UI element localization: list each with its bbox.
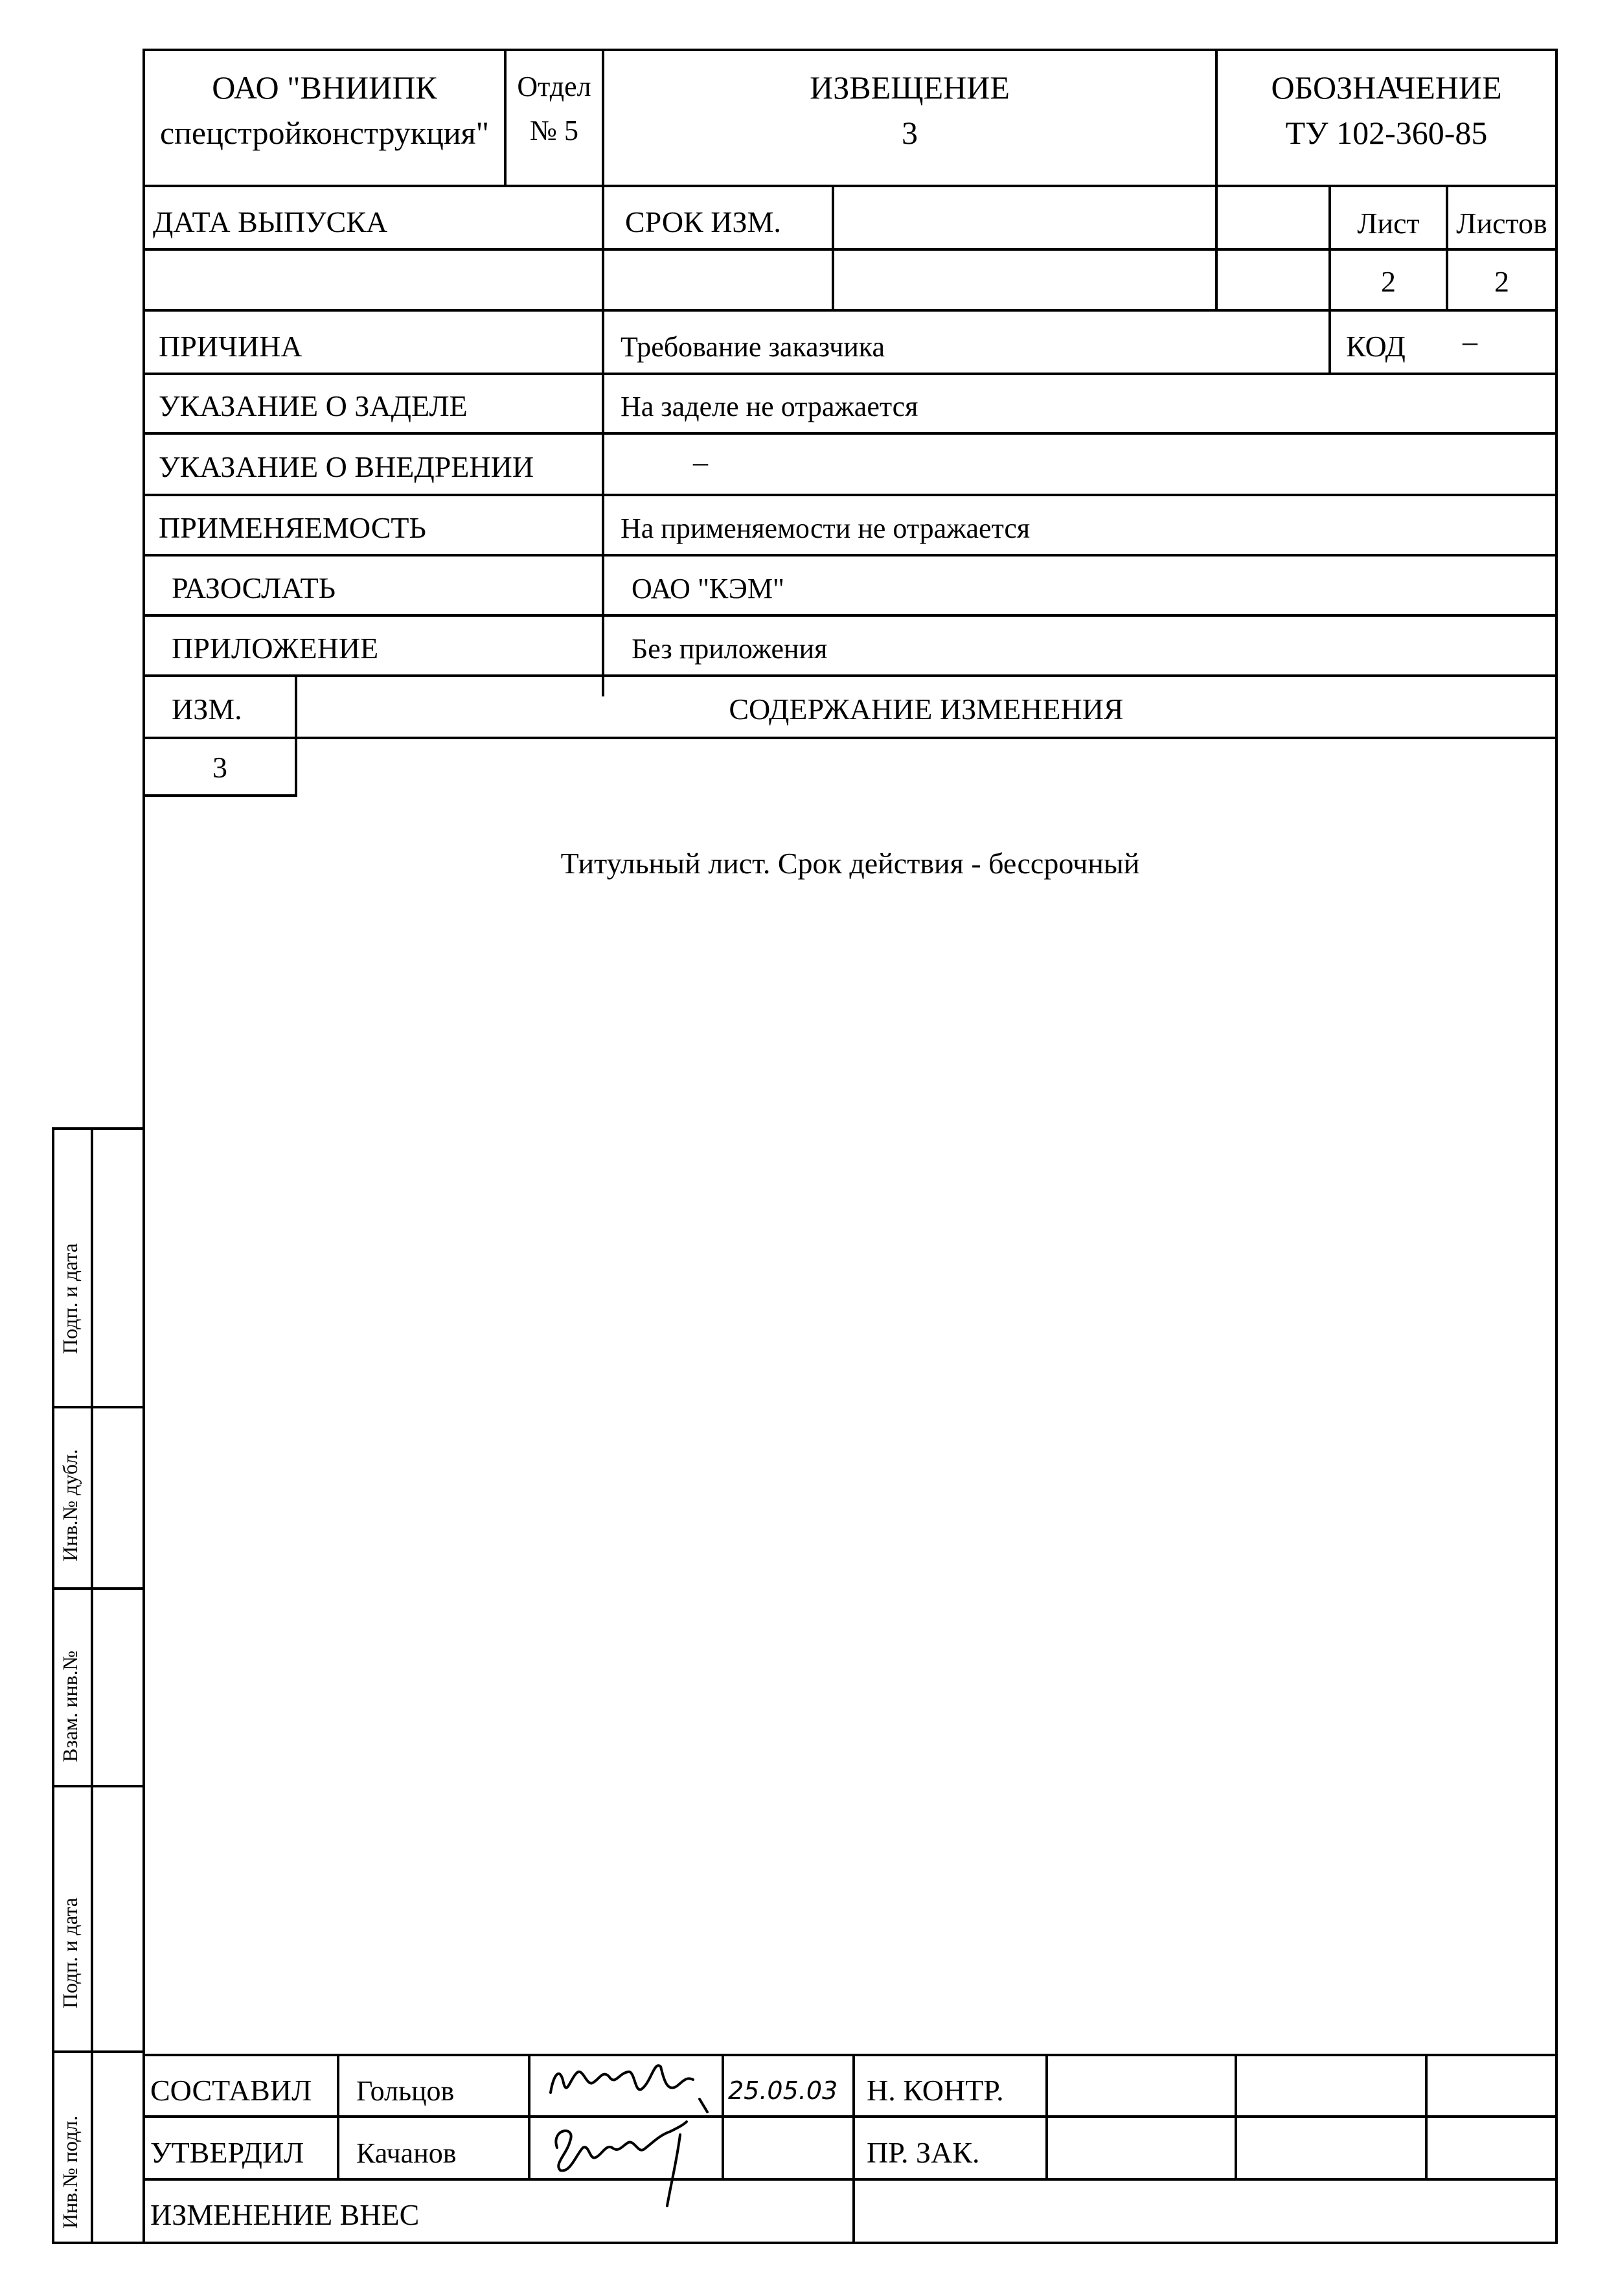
col-line [337, 2054, 339, 2181]
field-label-backlog: УКАЗАНИЕ О ЗАДЕЛЕ [159, 389, 468, 422]
row-line [142, 674, 1558, 677]
row-line [142, 185, 1558, 187]
change-number-value: 3 [212, 751, 227, 784]
field-value-reason: Требование заказчика [621, 331, 885, 363]
frame-left-border [142, 49, 145, 2244]
notice-title: ИЗВЕЩЕНИЕ [810, 69, 1010, 106]
col-line [528, 2054, 530, 2181]
change-made-label: ИЗМЕНЕНИЕ ВНЕС [150, 2198, 420, 2231]
change-deadline-label: СРОК ИЗМ. [625, 205, 781, 238]
side-strip-line [52, 1785, 145, 1787]
row-line [142, 554, 1558, 557]
side-label-replacement-inventory: Взам. инв.№ [58, 1650, 82, 1762]
row-line [142, 737, 1558, 739]
row-line [142, 432, 1558, 435]
norm-control-label: Н. КОНТР. [867, 2074, 1004, 2107]
side-strip-line [52, 1127, 145, 1130]
row-line [145, 2115, 1558, 2118]
row-line [142, 794, 297, 797]
field-value-attachment: Без приложения [632, 633, 828, 665]
code-label: КОД [1346, 330, 1406, 363]
col-line [295, 674, 297, 797]
field-value-distribution: ОАО "КЭМ" [632, 573, 784, 604]
col-line [1425, 2054, 1428, 2181]
field-label-distribution: РАЗОСЛАТЬ [172, 571, 336, 604]
row-line [142, 494, 1558, 496]
field-label-reason: ПРИЧИНА [159, 330, 302, 363]
compiled-label: СОСТАВИЛ [150, 2074, 312, 2107]
row-line [142, 309, 1558, 312]
row-line [145, 2178, 1558, 2181]
field-label-applicability: ПРИМЕНЯЕМОСТЬ [159, 511, 426, 544]
change-content-text: Титульный лист. Срок действия - бессрочный [560, 847, 1140, 880]
compiled-date: 25.05.03 [728, 2076, 838, 2105]
sheet-label: Лист [1357, 207, 1420, 240]
change-number-label: ИЗМ. [172, 693, 242, 726]
change-content-label: СОДЕРЖАНИЕ ИЗМЕНЕНИЯ [729, 693, 1124, 726]
field-value-implementation: – [693, 445, 708, 478]
field-value-backlog: На заделе не отражается [621, 391, 918, 422]
col-line [1045, 2054, 1048, 2181]
row-line [142, 248, 1558, 251]
sheets-label: Листов [1456, 207, 1547, 240]
org-name-line1: ОАО "ВНИИПК [212, 69, 437, 106]
frame-top-border [142, 49, 1558, 51]
side-label-duplicate-inventory: Инв.№ дубл. [58, 1449, 82, 1561]
col-line [852, 2054, 855, 2244]
field-label-implementation: УКАЗАНИЕ О ВНЕДРЕНИИ [159, 450, 534, 483]
row-line [145, 2054, 1558, 2056]
customer-rep-label: ПР. ЗАК. [867, 2136, 980, 2169]
approved-name: Качанов [356, 2137, 457, 2169]
approved-signature [531, 2109, 712, 2212]
field-label-attachment: ПРИЛОЖЕНИЕ [172, 632, 379, 665]
side-label-original-inventory: Инв.№ подл. [58, 2115, 82, 2229]
sheets-value: 2 [1494, 265, 1509, 298]
side-strip-line [52, 2242, 145, 2244]
compiled-name: Гольцов [356, 2075, 455, 2107]
designation-value: ТУ 102-360-85 [1285, 115, 1488, 151]
code-value: – [1463, 325, 1477, 358]
side-strip-line [52, 2050, 145, 2053]
field-value-applicability: На применяемости не отражается [621, 512, 1031, 544]
side-strip-outer-line [52, 1127, 54, 2244]
designation-label: ОБОЗНАЧЕНИЕ [1271, 69, 1502, 106]
side-strip-line [52, 1406, 145, 1408]
org-name-line2: спецстройконструкция" [159, 115, 490, 151]
side-label-signature-date-1: Подп. и дата [58, 1243, 82, 1354]
col-line [1235, 2054, 1237, 2181]
release-date-label: ДАТА ВЫПУСКА [153, 205, 388, 238]
notice-number: 3 [902, 115, 918, 151]
side-label-signature-date-2: Подп. и дата [58, 1898, 82, 2008]
sheet-value: 2 [1381, 265, 1396, 298]
frame-bottom-border [142, 2242, 1558, 2244]
side-strip-inner-line [91, 1127, 93, 2244]
side-strip-line [52, 1587, 145, 1590]
department-label: Отдел [517, 71, 591, 102]
row-line [142, 373, 1558, 375]
frame-right-border [1555, 49, 1558, 2244]
approved-label: УТВЕРДИЛ [150, 2136, 304, 2169]
department-number: № 5 [530, 115, 578, 146]
col-line [832, 185, 834, 309]
row-line [142, 614, 1558, 617]
